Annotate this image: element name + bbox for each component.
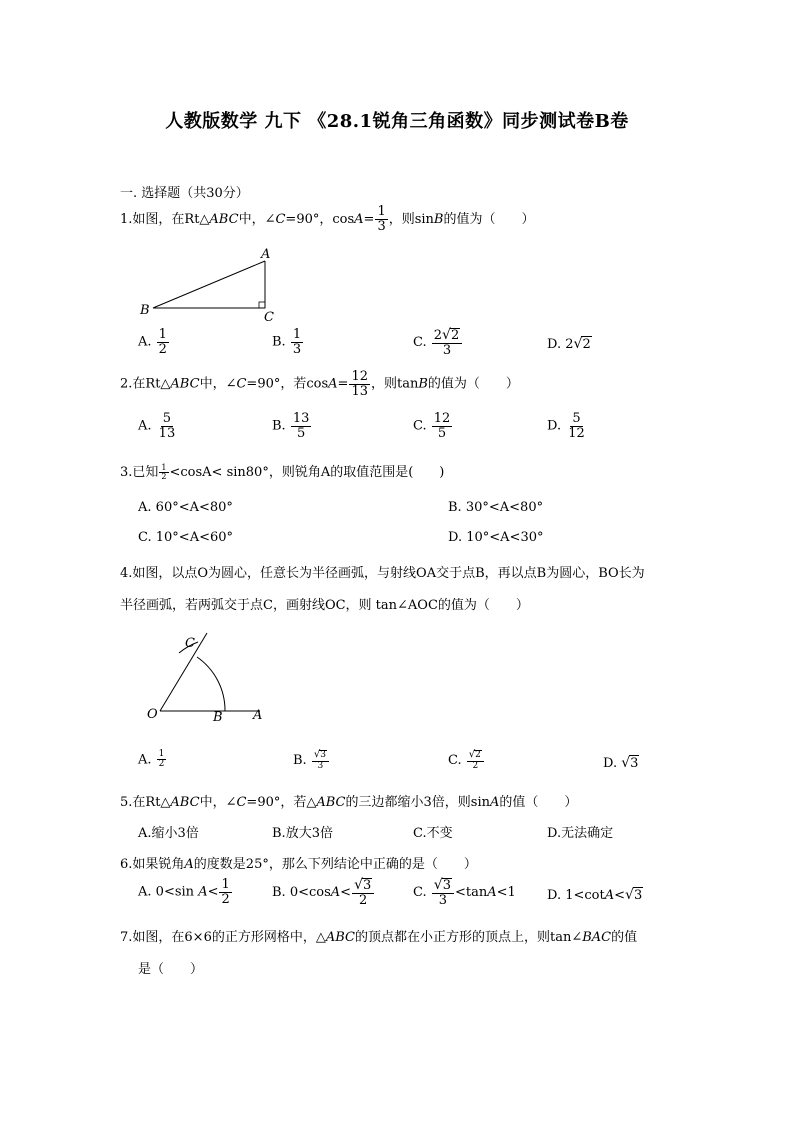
question-3-option-c[interactable]: C. 10°<A<60° (138, 530, 234, 545)
right-angle-marker (259, 302, 265, 308)
question-3-option-b[interactable]: B. 30°<A<80° (448, 500, 544, 515)
fraction: $\frac{1}{3}$ (377, 204, 386, 234)
label-b: B (140, 303, 150, 318)
question-4-figure (140, 625, 280, 730)
label-b: B (213, 710, 223, 725)
question-7-stem-line1: 7.如图，在6×6的正方形网格中，△ABC的顶点都在小正方形的顶点上，则tan∠BAC的值 (120, 930, 638, 945)
question-1-option-b[interactable]: B. $\frac{1}{3}$ (272, 327, 302, 357)
label-c: C (185, 636, 195, 651)
question-7-stem-line2: 是（ ） (138, 962, 204, 977)
question-6-option-d[interactable]: D. 1<cotA< √ 3 (547, 887, 643, 903)
question-5-stem: 5.在Rt△ABC中，∠C=90°，若△ABC的三边都缩小3倍，则sinA的值（ ） (120, 795, 578, 810)
side-ab (153, 261, 265, 308)
ray-oc (160, 633, 207, 711)
question-2-option-a[interactable]: A. $\frac{5}{13}$ (138, 411, 176, 441)
arc-from-o (197, 657, 225, 711)
question-1-stem: 1.如图，在Rt△ABC中，∠C=90°，cosA= $\frac{1}{3}$ ，则sinB的值为（ ） (120, 204, 535, 234)
question-4-option-c[interactable]: C. √ 2 2 (448, 750, 485, 771)
question-1-option-d[interactable]: D. 2 √ 2 (547, 336, 591, 352)
question-4-option-b[interactable]: B. √ 3 3 (293, 750, 330, 771)
question-5-option-c[interactable]: C.不变 (413, 826, 453, 841)
question-4-option-d[interactable]: D. √ 3 (603, 755, 639, 771)
question-3-option-a[interactable]: A. 60°<A<80° (138, 500, 233, 515)
question-6-option-a[interactable]: A. 0<sin A< $\frac{1}{2}$ (138, 877, 230, 907)
label-c: C (264, 310, 274, 325)
question-1-option-c[interactable]: C. 2 √ 2 3 (413, 328, 463, 357)
section-header: 一. 选择题（共30分） (120, 186, 249, 201)
question-2-option-b[interactable]: B. $\frac{13}{5}$ (272, 411, 310, 441)
question-3-stem: 3.已知 $\frac{1}{2}$ <cosA< sin80°，则锐角A的取值范围是( ) (120, 462, 445, 481)
question-5-option-a[interactable]: A.缩小3倍 (138, 826, 199, 841)
label-o: O (147, 707, 158, 722)
question-5-option-d[interactable]: D.无法确定 (547, 826, 614, 841)
question-2-option-c[interactable]: C. $\frac{12}{5}$ (413, 411, 451, 441)
question-1-option-a[interactable]: A. $\frac{1}{2}$ (138, 327, 167, 357)
question-4-stem-line2: 半径画弧，若两弧交于点C，画射线OC，则 tan∠AOC的值为（ ） (120, 598, 529, 613)
page-title: 人教版数学 九下 《28.1锐角三角函数》同步测试卷B卷 (165, 111, 629, 132)
question-6-option-b[interactable]: B. 0<cosA< √ 3 2 (272, 878, 375, 907)
question-3-option-d[interactable]: D. 10°<A<30° (448, 530, 544, 545)
question-2-option-d[interactable]: D. $\frac{5}{12}$ (547, 411, 585, 441)
question-1-figure (135, 242, 285, 327)
question-6-stem: 6.如果锐角A的度数是25°，那么下列结论中正确的是（ ） (120, 857, 477, 872)
question-5-option-b[interactable]: B.放大3倍 (272, 826, 333, 841)
question-6-option-c[interactable]: C. √ 3 3 <tanA<1 (413, 877, 516, 908)
question-4-stem-line1: 4.如图，以点O为圆心，任意长为半径画弧，与射线OA交于点B，再以点B为圆心，BO长为 (120, 566, 645, 581)
question-4-option-a[interactable]: A. $\frac{1}{2}$ (138, 749, 165, 770)
question-2-stem: 2.在Rt△ABC中，∠C=90°，若cosA= $\frac{12}{13}$ ，则tanB的值为（ ） (120, 369, 519, 399)
label-a: A (261, 247, 271, 262)
label-a: A (253, 708, 263, 723)
